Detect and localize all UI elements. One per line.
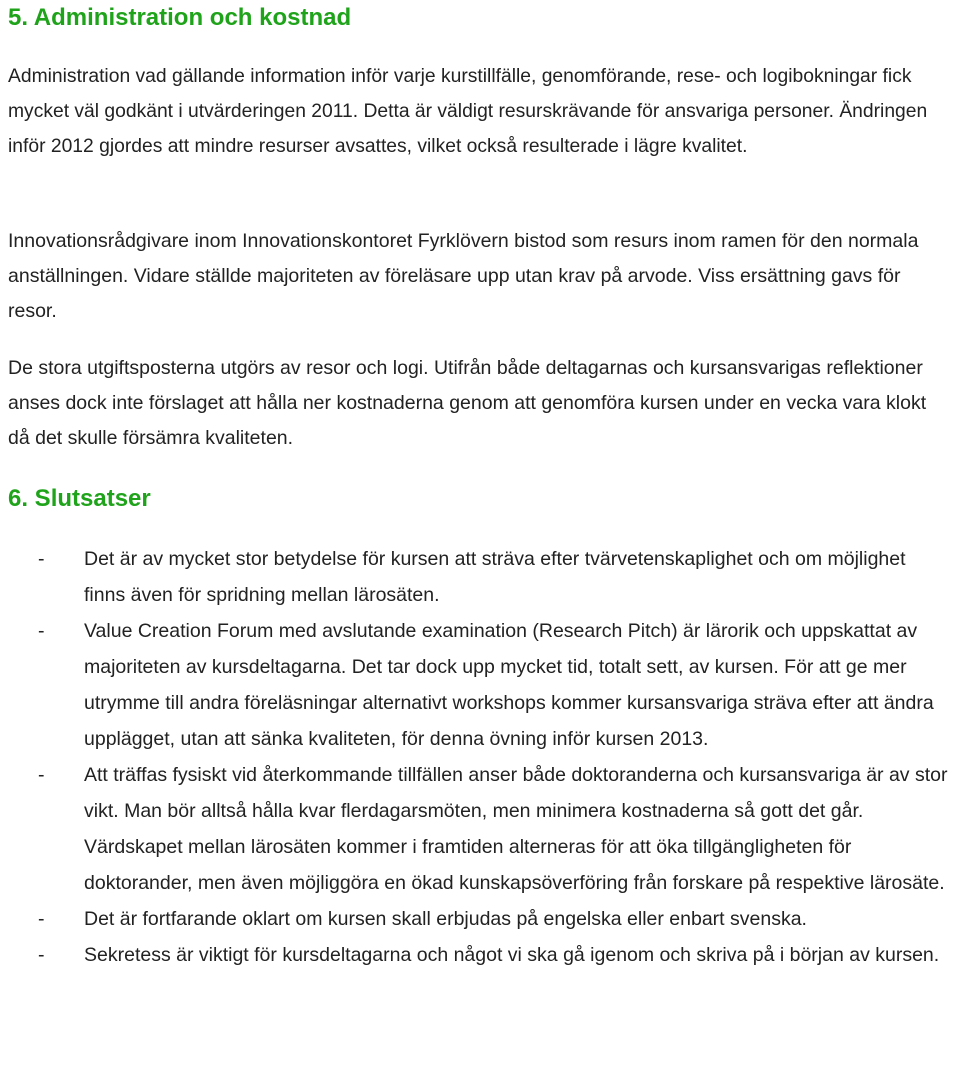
list-item-text: Det är av mycket stor betydelse för kursen att sträva efter tvärvetenskaplighet och om möjlighet finns även för spridning mellan lärosäten. bbox=[84, 548, 906, 606]
list-item bbox=[8, 613, 952, 757]
list-dash: - bbox=[38, 764, 45, 786]
paragraph-expenses: De stora utgiftsposterna utgörs av resor och logi. Utifrån både deltagarnas och kursansvarigas reflektioner anses dock inte förslaget att hålla ner kostnaderna genom att genomföra kursen under en vecka vara klokt då det skulle försämra kvaliteten. bbox=[8, 357, 927, 449]
list-item-text: Sekretess är viktigt för kursdeltagarna och något vi ska gå igenom och skriva på i början av kursen. bbox=[84, 944, 940, 966]
list-item bbox=[8, 757, 952, 901]
conclusions-list bbox=[8, 541, 952, 973]
section-heading-administration: 5. Administration och kostnad bbox=[8, 4, 352, 31]
list-dash: - bbox=[38, 944, 45, 966]
list-dash: - bbox=[38, 908, 45, 930]
list-item-text: Value Creation Forum med avslutande examination (Research Pitch) är lärorik och uppskattat av majoriteten av kursdeltagarna. Det tar dock upp mycket tid, totalt sett, av kursen. För att ge mer utrymme till andra föreläsningar alternativt workshops kommer kursansvariga sträva efter att ändra upplägget, utan att sänka kvaliteten, för denna övning inför kursen 2013. bbox=[84, 620, 934, 750]
list-item-text: Att träffas fysiskt vid återkommande tillfällen anser både doktoranderna och kursansvariga är av stor vikt. Man bör alltså hålla kvar flerdagarsmöten, men minimera kostnaderna så gott det går. Värdskapet mellan lärosäten kommer i framtiden alterneras för att öka tillgängligheten för doktorander, men även möjliggöra en ökad kunskapsöverföring från forskare på respektive lärosäte. bbox=[84, 764, 948, 894]
list-item bbox=[8, 541, 952, 613]
list-dash: - bbox=[38, 548, 45, 570]
paragraph-administration: Administration vad gällande information inför varje kurstillfälle, genomförande, rese- och logibokningar fick mycket väl godkänt i utvärderingen 2011. Detta är väldigt resurskrävande för ansvariga personer. Ändringen inför 2012 gjordes att mindre resurser avsattes, vilket också resulterade i lägre kvalitet. bbox=[8, 66, 928, 157]
list-item-text: Det är fortfarande oklart om kursen skall erbjudas på engelska eller enbart svenska. bbox=[84, 908, 807, 930]
section-heading-conclusions: 6. Slutsatser bbox=[8, 485, 151, 512]
list-dash: - bbox=[38, 620, 45, 642]
paragraph-innovation-advisors: Innovationsrådgivare inom Innovationskontoret Fyrklövern bistod som resurs inom ramen för den normala anställningen. Vidare ställde majoriteten av föreläsare upp utan krav på arvode. Viss ersättning gavs för resor. bbox=[8, 230, 919, 322]
list-item bbox=[8, 937, 952, 973]
list-item bbox=[8, 901, 952, 937]
